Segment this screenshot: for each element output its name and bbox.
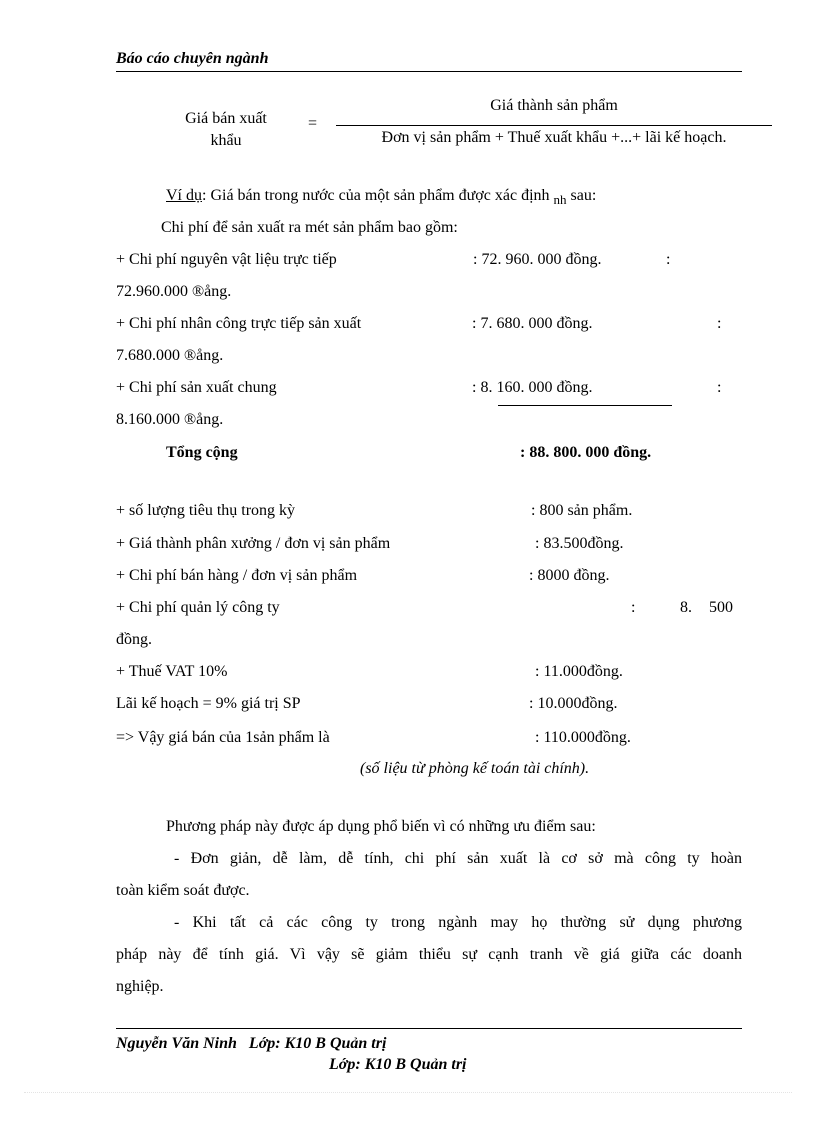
item-wrap: đồng.	[116, 631, 152, 648]
example-text-a: : Giá bán trong nước của một sản phẩm được xác định	[202, 187, 554, 204]
formula-fraction-bar	[336, 125, 772, 126]
item-value: : 800 sản phẩm.	[531, 502, 633, 519]
cost-colon: :	[717, 379, 722, 396]
page-bottom-dotted-rule	[24, 1092, 792, 1093]
advantage-2-line3: nghiệp.	[116, 978, 164, 995]
item-value-part2: 500	[709, 599, 733, 616]
item-value-part1: 8.	[680, 599, 692, 616]
footer-rule	[116, 1028, 742, 1029]
item-label: + số lượng tiêu thụ trong kỳ	[116, 502, 296, 519]
advantage-1-text: - Đơn giản, dễ làm, dễ tính, chi phí sản xuất là cơ sở mà công ty hoàn	[174, 850, 742, 867]
item-label: Lãi kế hoạch = 9% giá trị SP	[116, 695, 301, 712]
header-title: Báo cáo chuyên ngành	[116, 50, 269, 67]
item-value: : 83.500đồng.	[535, 535, 624, 552]
footer-line1	[116, 1035, 386, 1053]
item-value: : 8000 đồng.	[529, 567, 610, 584]
cost-wrap: 8.160.000 ®ång.	[116, 411, 224, 428]
footer-class1: Lớp: K10 B Quản trị	[248, 1035, 387, 1052]
formula-equals: =	[308, 115, 318, 132]
cost-wrap: 7.680.000 ®ång.	[116, 347, 224, 364]
formula-lhs	[184, 108, 268, 152]
example-line	[166, 187, 596, 205]
item-label: + Chi phí quản lý công ty	[116, 599, 280, 616]
item-value: : 110.000đồng.	[535, 729, 631, 746]
cost-wrap: 72.960.000 ®ång.	[116, 283, 232, 300]
item-label: + Giá thành phân xưởng / đơn vị sản phẩm	[116, 535, 391, 552]
example-text-b: sau:	[566, 187, 597, 204]
example-intro: Chi phí để sản xuất ra mét sản phẩm bao gồm:	[161, 219, 458, 236]
subtotal-rule	[498, 405, 672, 406]
footer-author: Nguyễn Văn Ninh	[116, 1035, 237, 1052]
footer-class2: Lớp: K10 B Quản trị	[329, 1056, 467, 1073]
item-label: + Thuế VAT 10%	[116, 663, 228, 680]
item-label: + Chi phí bán hàng / đơn vị sản phẩm	[116, 567, 358, 584]
advantage-2-line2: pháp này để tính giá. Vì vậy sẽ giảm thiểu sự cạnh tranh về giá giữa các doanh	[116, 946, 742, 963]
item-colon: :	[631, 599, 636, 616]
cost-value: : 7. 680. 000 đồng.	[472, 315, 593, 332]
cost-label: + Chi phí nhân công trực tiếp sản xuất	[116, 315, 362, 332]
formula-denominator: Đơn vị sản phẩm + Thuế xuất khẩu +...+ lãi kế hoạch.	[381, 129, 727, 146]
formula-lhs-line1: Giá bán xuất	[185, 110, 267, 127]
header-rule	[116, 71, 742, 72]
formula-numerator: Giá thành sản phẩm	[490, 97, 618, 114]
formula-lhs-line2: khẩu	[210, 132, 242, 149]
advantage-2-line1	[116, 914, 742, 932]
example-label: Ví dụ	[166, 187, 202, 204]
example-text-sub: nh	[553, 192, 567, 207]
total-value: : 88. 800. 000 đồng.	[520, 444, 652, 461]
advantage-1-line1	[116, 850, 742, 868]
advantage-1-line2: toàn kiểm soát được.	[116, 882, 250, 899]
advantages-intro: Phương pháp này được áp dụng phổ biến vì có những ưu điểm sau:	[166, 818, 596, 835]
cost-colon: :	[717, 315, 722, 332]
advantage-2-text: - Khi tất cả các công ty trong ngành may họ thường sử dụng phương	[174, 914, 742, 931]
cost-label: + Chi phí sản xuất chung	[116, 379, 277, 396]
source-note: (số liệu từ phòng kế toán tài chính).	[360, 760, 590, 777]
cost-value: : 72. 960. 000 đồng.	[473, 251, 602, 268]
item-label: => Vậy giá bán của 1sản phẩm là	[116, 729, 330, 746]
total-label: Tổng cộng	[166, 444, 238, 461]
item-value: : 11.000đồng.	[535, 663, 623, 680]
item-value: : 10.000đồng.	[529, 695, 618, 712]
cost-value: : 8. 160. 000 đồng.	[472, 379, 593, 396]
cost-label: + Chi phí nguyên vật liệu trực tiếp	[116, 251, 337, 268]
cost-colon: :	[666, 251, 671, 268]
